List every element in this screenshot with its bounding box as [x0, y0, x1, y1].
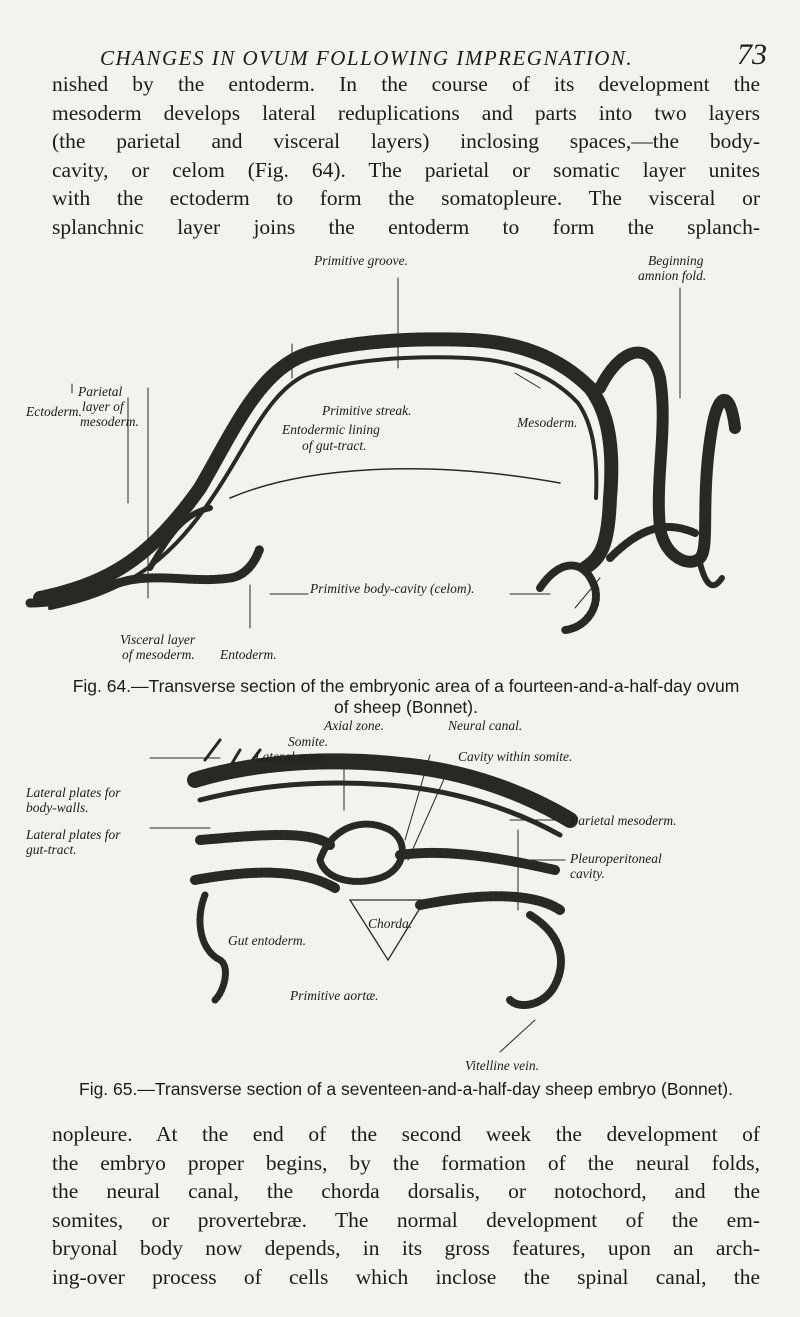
label-lateral-plates-gut-2: gut-tract.: [26, 842, 77, 857]
ectoderm-band: [40, 339, 611, 598]
label-primitive-aortae: Primitive aortæ.: [290, 988, 379, 1003]
text-line: mesoderm develops lateral reduplications and parts into two layers: [52, 100, 760, 125]
label-visceral-mesoderm: of mesoderm.: [122, 647, 195, 662]
neural-canal: [320, 824, 402, 881]
text-line: the neural canal, the chorda dorsalis, or notochord, and the: [52, 1179, 760, 1204]
ectoderm-inner: [50, 357, 596, 608]
label-gut-entoderm: Gut entoderm.: [228, 933, 306, 948]
label-lateral-plates-gut: Lateral plates for: [26, 827, 121, 842]
label-lateral-plates-body: Lateral plates for: [26, 785, 121, 800]
label-somite: Somite.: [288, 734, 329, 749]
label-axial-zone: Axial zone.: [324, 718, 384, 733]
label-parietal-layer: layer of: [82, 399, 124, 414]
text-line: (the parietal and visceral layers) inclosing spaces,—the body-: [52, 129, 760, 154]
page-number: 73: [737, 38, 767, 71]
label-entoderm: Entoderm.: [220, 647, 277, 662]
figure-64-caption: [52, 676, 760, 718]
text-line: somites, or provertebræ. The normal development of the em-: [52, 1207, 760, 1232]
label-lateral-plates-body-2: body-walls.: [26, 800, 89, 815]
label-cavity-within-somite: Cavity within somite.: [458, 749, 573, 764]
label-primitive-streak: Primitive streak.: [322, 403, 412, 418]
running-header: CHANGES IN OVUM FOLLOWING IMPREGNATION.: [100, 46, 634, 70]
label-entodermic-lining-2: of gut-tract.: [302, 438, 367, 453]
text-line: with the ectoderm to form the somatopleure. The visceral or: [52, 186, 760, 211]
paragraph-top: [52, 70, 760, 242]
figure-65: [0, 720, 800, 1110]
label-parietal: Parietal: [78, 384, 123, 399]
paragraph-bottom: [52, 1120, 760, 1292]
text-line: bryonal body now depends, in its gross features, upon an arch-: [52, 1236, 760, 1261]
figure-65-illustration: [0, 720, 800, 1110]
lateral-plate-upper: [200, 835, 330, 845]
label-body-cavity: Primitive body-cavity (celom).: [310, 581, 475, 596]
label-visceral-layer: Visceral layer: [120, 632, 196, 647]
label-lateral-zone: Lateral zone.: [255, 749, 327, 764]
label-entodermic-lining: Entodermic lining: [282, 422, 380, 437]
label-neural-canal: Neural canal.: [448, 718, 523, 733]
label-amnion-fold: amnion fold.: [638, 268, 707, 283]
figure-64: [0, 253, 800, 662]
label-mesoderm: Mesoderm.: [517, 415, 578, 430]
label-chorda: Chorda.: [368, 916, 413, 931]
text-line: nished by the entoderm. In the course of its development the: [52, 72, 760, 96]
text-line: cavity, or celom (Fig. 64). The parietal or somatic layer unites: [52, 157, 760, 182]
label-pleuroperitoneal: Pleuroperitoneal: [570, 851, 662, 866]
lateral-plate-lower: [195, 873, 335, 888]
label-primitive-groove: Primitive groove.: [314, 253, 408, 268]
label-parietal-mesoderm: mesoderm.: [80, 414, 139, 429]
label-parietal-mesoderm: Parietal mesoderm.: [570, 813, 677, 828]
text-line: nopleure. At the end of the second week the development of: [52, 1122, 760, 1146]
text-line: the embryo proper begins, by the formation of the neural folds,: [52, 1150, 760, 1175]
caption-line: Fig. 64.—Transverse section of the embryonic area of a fourteen-and-a-half-day ovum: [72, 676, 740, 696]
label-ectoderm: Ectoderm.: [26, 404, 82, 419]
label-vitelline-vein: Vitelline vein.: [465, 1058, 539, 1073]
text-line: ing-over process of cells which inclose the spinal canal, the: [52, 1264, 760, 1289]
label-beginning-amnion: Beginning: [648, 253, 704, 268]
caption-line: of sheep (Bonnet).: [334, 697, 478, 717]
figure-65-caption: Fig. 65.—Transverse section of a seventeen-and-a-half-day sheep embryo (Bonnet).: [79, 1079, 733, 1099]
label-pleuroperitoneal-2: cavity.: [570, 866, 605, 881]
text-line: splanchnic layer joins the entoderm to form the splanch-: [52, 214, 760, 239]
